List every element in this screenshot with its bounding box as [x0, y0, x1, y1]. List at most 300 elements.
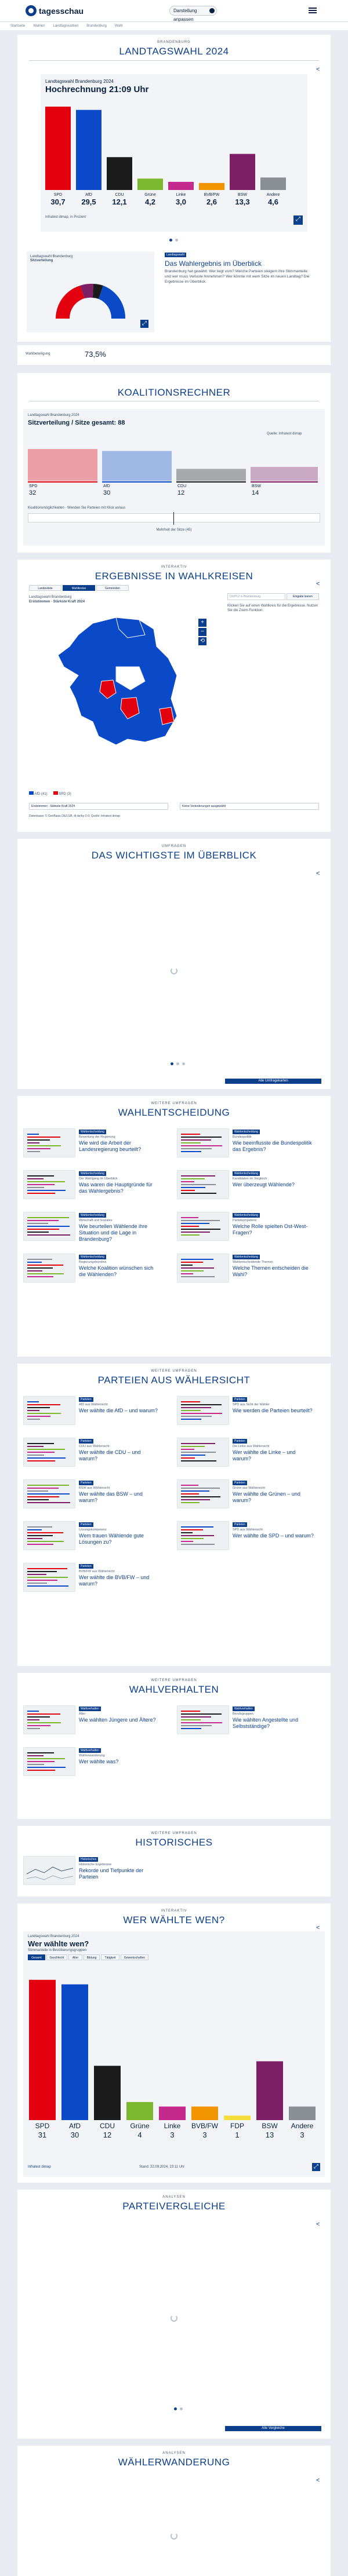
tab-alter[interactable]: Alter	[68, 1954, 82, 1960]
thumbnail-bar	[181, 1410, 201, 1411]
reset-view-icon[interactable]: ⟲	[198, 637, 206, 645]
tick-label: SPD	[35, 2122, 50, 2130]
thumbnail-bar	[181, 1457, 195, 1459]
display-toggle[interactable]	[169, 6, 217, 22]
teaser-title[interactable]: Wie wird die Arbeit der Landesregierung beurteilt?	[79, 1140, 142, 1152]
bar-grüne	[126, 2102, 153, 2120]
thumbnail-bar	[27, 1265, 63, 1266]
thumbnail-bar	[181, 1443, 215, 1444]
thumbnail-bar	[181, 1529, 203, 1530]
data-label: 3	[202, 2131, 207, 2139]
thumbnail-bar	[27, 1419, 40, 1420]
thumbnail-bar	[181, 1223, 209, 1224]
turnout-value: 73,5%	[85, 350, 106, 359]
thumbnail-bar	[181, 1142, 201, 1143]
teaser-title[interactable]: Wer überzeugt Wählende?	[233, 1182, 295, 1187]
teaser-subtitle: Parteikompetenz	[233, 1219, 257, 1222]
history-teaser-image[interactable]	[23, 1856, 75, 1885]
teaser-image[interactable]	[23, 1563, 75, 1592]
data-label: 12	[177, 489, 185, 496]
thumbnail-bar	[181, 1719, 201, 1720]
teaser-subtitle: CDU aus Wählersicht	[79, 1445, 110, 1448]
thumbnail-bar	[181, 1460, 216, 1461]
loading-spinner-icon	[171, 967, 177, 974]
data-label: 3	[300, 2131, 304, 2139]
teaser-image[interactable]	[23, 1747, 75, 1776]
thumbnail-bar	[181, 1413, 222, 1414]
section-title: PARTEIVERGLEICHE	[122, 2201, 226, 2212]
thumbnail-bar	[27, 1410, 39, 1411]
tab-landesliste[interactable]: Landesliste	[29, 585, 61, 591]
thumbnail-bar	[181, 1234, 200, 1236]
teaser-title[interactable]: Welche Themen entscheiden die Wahl?	[233, 1265, 309, 1277]
teaser-title[interactable]: Wie beurteilen Wählende ihre Situation und die Lage in Brandenburg?	[79, 1223, 148, 1242]
thumbnail-bar	[27, 1568, 67, 1569]
zoom-in-icon[interactable]: +	[198, 619, 206, 627]
data-label: 4,6	[267, 198, 279, 206]
parties-section	[17, 1364, 331, 1666]
thumbnail-bar	[27, 1770, 55, 1771]
section-divider	[29, 60, 319, 61]
teaser-subtitle: Regierungsbündnis	[79, 1260, 107, 1264]
carousel-dot[interactable]	[171, 1062, 173, 1065]
thumbnail-bar	[181, 1446, 205, 1447]
thumbnail-bar	[27, 1455, 44, 1456]
teaser-subtitle: Bundespolitik	[233, 1135, 252, 1139]
seat-card-title: Landtagswahl Brandenburg	[30, 255, 73, 258]
teaser-image[interactable]	[177, 1479, 229, 1508]
tick-label: Linke	[164, 2122, 181, 2130]
tab-geschlecht[interactable]: Geschlecht	[46, 1954, 67, 1960]
teaser-title[interactable]: Rekorde und Tiefpunkte der Parteien	[79, 1868, 144, 1880]
thumbnail-bar	[181, 1262, 203, 1263]
thumbnail-bar	[27, 1541, 64, 1542]
seat-distribution-donut	[38, 266, 143, 324]
share-icon[interactable]: <	[316, 2477, 320, 2484]
thumbnail-bar	[27, 1413, 61, 1414]
share-icon[interactable]: <	[316, 66, 320, 73]
thumbnail-bar	[181, 1404, 222, 1405]
tick-label: Andere	[291, 2122, 314, 2130]
section-title: DAS WICHTIGSTE IM ÜBERBLICK	[91, 850, 257, 861]
breadcrumb	[0, 22, 348, 30]
data-label: 12	[103, 2131, 112, 2139]
turnout-bar	[17, 345, 331, 365]
section-pretitle: WEITERE UMFRAGEN	[151, 1832, 197, 1835]
teaser-title[interactable]: Wie beeinflusste die Bundespolitik das Ergebnis?	[233, 1140, 312, 1152]
tab-wahlkreise[interactable]: Wahlkreise	[63, 585, 95, 591]
carousel-dots	[171, 1062, 185, 1065]
thumbnail-bar	[181, 1232, 210, 1233]
tick-label: Grüne	[130, 2122, 150, 2130]
thumbnail-bar	[27, 1226, 70, 1227]
teaser-image[interactable]	[23, 1705, 75, 1734]
section-title: WAHLENTSCHEIDUNG	[118, 1107, 230, 1118]
tick-label: SPD	[53, 193, 63, 197]
projection-chart-card	[41, 74, 307, 232]
thumbnail-bar	[27, 1273, 64, 1274]
bar-linke	[168, 182, 194, 190]
teaser-image[interactable]	[177, 1170, 229, 1199]
logo-text: tagesschau	[39, 6, 84, 16]
teaser-tag: Wahlverhalten	[79, 1748, 101, 1753]
section-pretitle: INTERAKTIV	[161, 565, 187, 569]
teaser-title[interactable]: Wem trauen Wählende gute Lösungen zu?	[79, 1533, 144, 1545]
carousel-dot[interactable]	[175, 239, 178, 242]
thumbnail-bar	[27, 1416, 50, 1417]
map-region-spd[interactable]	[160, 707, 174, 725]
bar-spd	[29, 1980, 56, 2120]
thumbnail-bar	[27, 1407, 50, 1408]
tick-label: SPD	[29, 484, 38, 488]
thumbnail-bar	[181, 1535, 214, 1536]
teaser-image[interactable]	[177, 1254, 229, 1282]
data-label: 3,0	[175, 198, 187, 206]
thumbnail-bar	[181, 1490, 209, 1492]
teaser-title[interactable]: Wer wählte das BSW – und warum?	[79, 1491, 143, 1503]
thumbnail-bar	[181, 1452, 216, 1453]
section-pretitle: UMFRAGEN	[161, 845, 187, 848]
display-toggle-label: Darstellung anpassen	[173, 8, 197, 22]
result-overview-link[interactable]: Das Wahlergebnis im Überblick	[165, 260, 262, 268]
thumbnail-bar	[27, 1401, 39, 1402]
teaser-title[interactable]: Welche Rolle spielten Ost-West-Fragen?	[233, 1223, 308, 1236]
thumbnail-bar	[181, 1273, 193, 1274]
teaser-title[interactable]: Wie werden die Parteien beurteilt?	[233, 1408, 313, 1413]
teaser-image[interactable]	[23, 1396, 75, 1425]
bar-spd	[45, 107, 71, 190]
thumbnail-bar	[181, 1267, 214, 1269]
share-icon[interactable]: <	[316, 870, 320, 877]
tick-label: BVB/FW	[204, 193, 220, 197]
thumbnail-bar	[27, 1276, 53, 1277]
breadcrumb-item[interactable]: Wahl	[114, 24, 123, 28]
carousel-dot[interactable]	[176, 1062, 179, 1065]
bar-linke	[159, 2107, 186, 2120]
section-title: LANDTAGSWAHL 2024	[119, 46, 229, 57]
thumbnail-bar	[181, 1722, 222, 1723]
thumbnail-bar	[27, 1193, 55, 1194]
thumbnail-bar	[27, 1538, 42, 1539]
bar-bsw	[256, 2061, 283, 2120]
carousel-dot[interactable]	[169, 239, 172, 242]
data-label: 4	[137, 2131, 142, 2139]
data-label: 31	[38, 2131, 47, 2139]
thumbnail-bar	[27, 1583, 47, 1584]
teaser-tag: Wahlentscheidung	[233, 1171, 260, 1176]
voter-migration-section	[17, 2446, 331, 2576]
coalition-bar[interactable]	[28, 513, 320, 522]
thumbnail-bar	[27, 1457, 66, 1459]
thumbnail-bar	[181, 1145, 222, 1146]
bar-afd	[76, 110, 102, 190]
expand-icon[interactable]: ⤢	[140, 320, 148, 328]
thumbnail-bar	[27, 1752, 54, 1753]
section-pretitle: WEITERE UMFRAGEN	[151, 1679, 197, 1682]
thumbnail-bar	[181, 1187, 205, 1188]
decision-section	[17, 1096, 331, 1357]
thumbnail-bar	[27, 1187, 44, 1188]
breadcrumb-item[interactable]: Landtagswahlen	[53, 24, 79, 28]
tick-label: AfD	[68, 2122, 81, 2130]
seat-bar-afd[interactable]	[102, 451, 172, 481]
donut-slice-afd	[99, 286, 125, 319]
breadcrumb-item[interactable]: Brandenburg	[86, 24, 107, 28]
thumbnail-bar	[181, 1419, 201, 1420]
section-pretitle: ANALYSEN	[162, 2451, 186, 2455]
breadcrumb-item[interactable]: Startseite	[10, 24, 26, 28]
teaser-tag: Parteien	[233, 1522, 247, 1527]
tick-label: Linke	[176, 193, 186, 197]
teaser-title[interactable]: Wer wählte die Linke – und warum?	[233, 1449, 296, 1461]
teaser-subtitle: BVB/FW aus Wählersicht	[79, 1570, 115, 1573]
tick-label: BSW	[238, 193, 247, 197]
data-label: 30	[70, 2131, 79, 2139]
bar-afd	[61, 1985, 88, 2120]
teaser-subtitle: Bewertung der Regierung	[79, 1135, 115, 1139]
legend-swatch-icon	[53, 791, 58, 795]
who-voted-card	[23, 1931, 325, 2177]
tagesschau-logo[interactable]	[26, 5, 84, 16]
teaser-image[interactable]	[23, 1438, 75, 1467]
party-comparison-section	[17, 2190, 331, 2439]
data-label: 13	[265, 2131, 274, 2139]
thumbnail-bar	[27, 1544, 53, 1545]
thumbnail-bar	[27, 1262, 42, 1263]
majority-marker	[173, 512, 174, 525]
map-source: Datenbasis: © GeoBasis-DE/LGB, dl-de/by-2-0; Quelle: Infratest dimap	[29, 814, 121, 818]
coalition-heading: Sitzverteilung / Sitze gesamt: 88	[28, 419, 125, 426]
thumbnail-bar	[181, 1190, 195, 1191]
data-label: 12,1	[112, 198, 127, 206]
data-label: 14	[252, 489, 259, 496]
thumbnail-bar	[27, 1151, 40, 1152]
legend-label: SPD (3)	[59, 792, 71, 796]
tick-label: Grüne	[144, 193, 156, 197]
majority-label: Mehrheit der Sitze (45)	[156, 528, 192, 532]
tab-taetigkeit[interactable]: Tätigkeit	[101, 1954, 119, 1960]
bar-fdp	[224, 2115, 251, 2120]
carousel-dot[interactable]	[180, 2407, 183, 2410]
history-line-chart	[24, 1857, 75, 1885]
teaser-title[interactable]: Welche Koalition wünschen sich die Wählenden?	[79, 1265, 154, 1277]
bar-bvbfw	[191, 2107, 218, 2120]
breadcrumb-item[interactable]: Wahlen	[33, 24, 45, 28]
share-icon[interactable]: <	[316, 2221, 320, 2228]
section-title: WER WÄHLTE WEN?	[123, 1914, 225, 1925]
thumbnail-bar	[27, 1178, 44, 1179]
thumbnail-bar	[181, 1711, 200, 1712]
thumbnail-bar	[27, 1725, 50, 1726]
teaser-image[interactable]	[23, 1128, 75, 1157]
thumbnail-bar	[27, 1446, 44, 1447]
tick-label: BVB/FW	[191, 2122, 219, 2130]
teaser-tag: Parteien	[233, 1439, 247, 1444]
data-label: 3	[170, 2131, 175, 2139]
thumbnail-bar	[27, 1232, 49, 1233]
coalition-card	[23, 409, 325, 546]
change-select[interactable]: Keine Veränderungen ausgewählt	[180, 803, 319, 810]
bar-bvbfw	[199, 183, 224, 190]
tick-label: BSW	[252, 484, 261, 488]
teaser-subtitle: Kandidaten im Vergleich	[233, 1177, 267, 1181]
thumbnail-bar	[27, 1175, 54, 1176]
thumbnail-bar	[27, 1449, 65, 1450]
expand-icon[interactable]: ⤢	[312, 2163, 320, 2171]
constituency-map[interactable]	[52, 612, 191, 751]
seat-bar-spd[interactable]	[28, 449, 97, 481]
teaser-title[interactable]: Wer wählte die AfD – und warum?	[79, 1408, 158, 1413]
teaser-image[interactable]	[23, 1170, 75, 1199]
logo-icon	[26, 5, 37, 16]
teaser-title[interactable]: Wer wählte was?	[79, 1759, 119, 1764]
map-legend	[29, 791, 71, 796]
who-voted-heading: Wer wählte wen?	[28, 1939, 89, 1948]
who-voted-section	[17, 1903, 331, 2183]
who-voted-desc: Stimmanteile in Bevölkerungsgruppen	[28, 1949, 87, 1952]
all-comparisons-button[interactable]: Alle Vergleiche	[225, 2426, 321, 2431]
thumbnail-bar	[27, 1488, 59, 1489]
teaser-image[interactable]	[177, 1521, 229, 1550]
thumbnail-bar	[27, 1499, 49, 1500]
thumbnail-bar	[181, 1532, 193, 1533]
thumbnail-bar	[181, 1184, 216, 1185]
thumbnail-bar	[27, 1460, 55, 1461]
teaser-subtitle: Wirtschaft und Soziales	[79, 1219, 113, 1222]
map-sub: Landtagswahl Brandenburg	[29, 595, 72, 599]
bar-cdu	[94, 2066, 121, 2120]
teaser-tag: Parteien	[79, 1439, 93, 1444]
teaser-tag: Wahlentscheidung	[233, 1255, 260, 1259]
thumbnail-bar	[27, 1181, 65, 1182]
teaser-title[interactable]: Wer wählte die BVB/FW – und warum?	[79, 1574, 150, 1587]
share-icon[interactable]: <	[316, 1924, 320, 1931]
hamburger-menu-icon[interactable]	[309, 8, 317, 13]
thumbnail-bar	[181, 1276, 215, 1277]
thumbnail-bar	[181, 1178, 205, 1179]
teaser-title[interactable]: Wie wählten Jüngere und Ältere?	[79, 1717, 156, 1723]
who-voted-sub: Landtagswahl Brandenburg 2024	[28, 1935, 79, 1938]
clear-input-button[interactable]: Eingabe leeren	[287, 593, 319, 600]
teaser-image[interactable]	[177, 1438, 229, 1467]
thumbnail-bar	[181, 1502, 200, 1503]
share-icon[interactable]: <	[316, 580, 320, 587]
seat-distribution-card[interactable]	[27, 251, 154, 332]
thumbnail-bar	[181, 1148, 212, 1149]
teaser-image[interactable]	[23, 1521, 75, 1550]
teaser-tag: Historisches	[79, 1857, 98, 1862]
thumbnail-bar	[181, 1270, 204, 1271]
tick-label: AfD	[85, 193, 92, 197]
thumbnail-bar	[181, 1416, 212, 1417]
donut-slice-spd	[56, 286, 85, 319]
teaser-image[interactable]	[177, 1212, 229, 1241]
thumbnail-bar	[27, 1532, 63, 1533]
thumbnail-bar	[181, 1496, 220, 1497]
teaser-tag: Wahlverhalten	[79, 1707, 101, 1711]
teaser-image[interactable]	[177, 1396, 229, 1425]
chart-subtitle: Landtagswahl Brandenburg 2024	[45, 79, 114, 84]
thumbnail-bar	[27, 1571, 57, 1572]
teaser-image[interactable]	[177, 1128, 229, 1157]
map-layer-select[interactable]: Erststimmen · Stärkste Kraft 2024	[29, 803, 168, 810]
bar-bsw	[230, 154, 255, 190]
thumbnail-bar	[27, 1493, 70, 1495]
zoom-out-icon[interactable]: −	[198, 628, 206, 636]
thumbnail-bar	[27, 1223, 48, 1224]
teaser-title[interactable]: Wer wählte die Grünen – und warum?	[233, 1491, 300, 1503]
tab-gesamt[interactable]: Gesamt	[28, 1954, 45, 1960]
who-voted-source: Infratest dimap	[28, 2165, 51, 2169]
teaser-subtitle: SPD aus Sicht der Wähler	[233, 1403, 270, 1406]
thumbnail-bar	[181, 1716, 211, 1718]
bar-andere	[289, 2107, 316, 2120]
thumbnail-bar	[181, 1728, 201, 1729]
all-surveys-button[interactable]: Alle Umfragekarten	[225, 1079, 321, 1084]
thumbnail-bar	[181, 1137, 222, 1138]
coalition-options-label: Koalitionsmöglichkeiten · Wenden Sie Parteien mit Klick an/aus	[28, 506, 126, 510]
data-label: 30,7	[50, 198, 66, 206]
carousel-dot[interactable]	[182, 1062, 185, 1065]
seat-card-subtitle: Sitzverteilung	[30, 259, 53, 262]
teaser-tag: Parteien	[79, 1564, 93, 1569]
thumbnail-bar	[181, 1217, 198, 1218]
thumbnail-bar	[27, 1728, 40, 1729]
thumbnail-bar	[27, 1716, 50, 1718]
tab-bildung[interactable]: Bildung	[84, 1954, 100, 1960]
thumbnail-bar	[181, 1220, 220, 1221]
teaser-tag: Parteien	[233, 1481, 247, 1485]
thumbnail-bar	[27, 1502, 70, 1503]
teaser-title[interactable]: Was waren die Hauptgründe für das Wahlergebnis?	[79, 1182, 153, 1194]
teaser-image[interactable]	[23, 1254, 75, 1282]
tab-gewerkschaften[interactable]: Gewerkschaften	[121, 1954, 148, 1960]
seat-bar-chart[interactable]	[28, 440, 318, 498]
section-pretitle: BRANDENBURG	[157, 41, 191, 44]
who-voted-bar-chart	[23, 1964, 325, 2155]
thumbnail-bar	[27, 1190, 66, 1191]
thumbnail-bar	[27, 1490, 48, 1492]
teaser-title[interactable]: Wie wählten Angestellte und Selbstständige?	[233, 1717, 299, 1729]
expand-icon[interactable]: ⤢	[293, 215, 303, 225]
thumbnail-bar	[27, 1761, 55, 1762]
tab-gemeinden[interactable]: Gemeinden	[96, 585, 129, 591]
thumbnail-bar	[181, 1538, 204, 1539]
thumbnail-bar	[27, 1526, 52, 1528]
thumbnail-bar	[27, 1719, 39, 1720]
coalition-source: Quelle: Infratest dimap	[267, 432, 302, 436]
teaser-subtitle: Wahlentscheidende Themen	[233, 1260, 273, 1264]
teaser-image[interactable]	[177, 1705, 229, 1734]
seat-bar-cdu[interactable]	[176, 469, 246, 481]
teaser-title[interactable]: Wer wählte die CDU – und warum?	[79, 1449, 141, 1461]
section-title: KOALITIONSRECHNER	[117, 387, 231, 398]
thumbnail-bar	[181, 1175, 215, 1176]
section-pretitle: WEITERE UMFRAGEN	[151, 1369, 197, 1373]
teaser-title[interactable]: Wer wählte die SPD – und warum?	[233, 1533, 314, 1539]
seat-bar-bsw[interactable]	[251, 467, 318, 481]
thumbnail-bar	[27, 1142, 39, 1143]
bar-grüne	[137, 178, 163, 190]
teaser-image[interactable]	[23, 1212, 75, 1241]
carousel-dot[interactable]	[174, 2407, 177, 2410]
place-search-input[interactable]: Ort/PLZ in Brandenburg	[227, 593, 285, 600]
thumbnail-bar	[181, 1139, 211, 1141]
toggle-knob-icon	[209, 8, 215, 13]
teaser-image[interactable]	[23, 1479, 75, 1508]
legend-item	[29, 791, 48, 796]
thumbnail-bar	[181, 1134, 200, 1135]
